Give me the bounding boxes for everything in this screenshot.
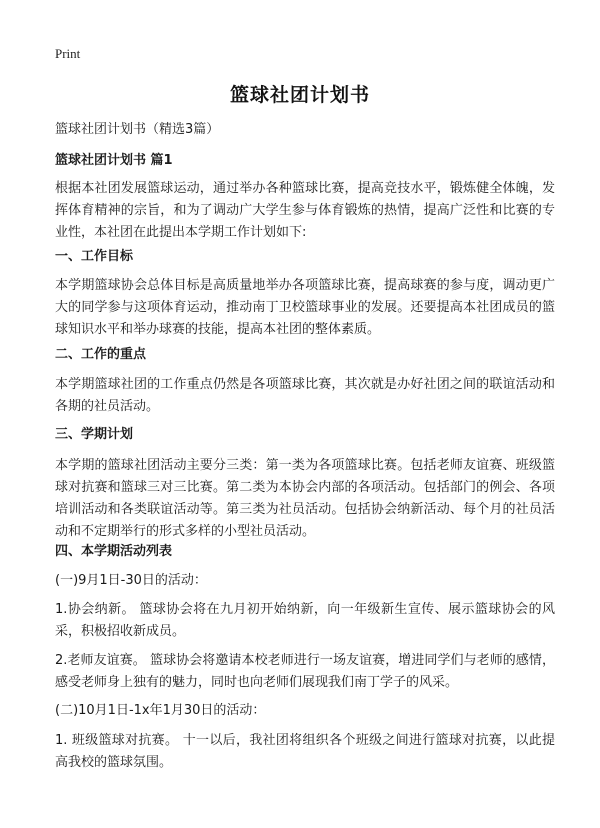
article-heading: 篮球社团计划书 篇1 xyxy=(55,153,173,168)
section-heading-focus: 二、工作的重点 xyxy=(55,347,147,362)
list-item: 1. 班级篮球对抗赛。 十一以后，我社团将组织各个班级之间进行篮球对抗赛，以此提高我校的篮球氛围。 xyxy=(55,733,555,770)
intro-paragraph: 根据本社团发展篮球运动，通过举办各种篮球比赛，提高竞技水平，锻炼健全体魄，发挥体育精神的宗旨，和为了调动广大学生参与体育锻炼的热情，提高广泛性和比赛的专业性，本社团在此提出本学期工作计划如下: xyxy=(55,181,555,240)
section-text-focus: 本学期篮球社团的工作重点仍然是各项篮球比赛，其次就是办好社团之间的联谊活动和各期的社员活动。 xyxy=(55,377,555,414)
list-item: 1.协会纳新。 篮球协会将在九月初开始纳新，向一年级新生宣传、展示篮球协会的风采，积极招收新成员。 xyxy=(55,602,555,639)
page-title: 篮球社团计划书 xyxy=(229,84,370,106)
section-heading-activities: 四、本学期活动列表 xyxy=(55,544,173,559)
section-text-goals: 本学期篮球协会总体目标是高质量地举办各项篮球比赛，提高球赛的参与度，调动更广大的同学参与这项体育运动，推动南丁卫校篮球事业的发展。还要提高本社团成员的篮球知识水平和举办球赛的技能，提高本社团的整体素质。 xyxy=(55,278,555,337)
period-heading-2: (二)10月1日-1x年1月30日的活动： xyxy=(55,703,266,718)
section-heading-goals: 一、工作目标 xyxy=(55,249,134,264)
period-heading-1: (一)9月1日-30日的活动： xyxy=(55,573,207,588)
list-item: 2.老师友谊赛。 篮球协会将邀请本校老师进行一场友谊赛，增进同学们与老师的感情，感受老师身上独有的魅力，同时也向老师们展现我们南丁学子的风采。 xyxy=(55,653,555,690)
document-subtitle: 篮球社团计划书（精选3篇） xyxy=(55,122,220,137)
print-link[interactable]: Print xyxy=(55,46,81,61)
section-text-plan: 本学期的篮球社团活动主要分三类：第一类为各项篮球比赛。包括老师友谊赛、班级篮球对抗赛和篮球三对三比赛。第二类为本协会内部的各项活动。包括部门的例会、各项培训活动和各类联谊活动等。第三类为社员活动。包括协会纳新活动、每个月的社员活动和不定期举行的形式多样的小型社员活动。 xyxy=(55,458,555,539)
section-heading-plan: 三、学期计划 xyxy=(55,427,134,442)
